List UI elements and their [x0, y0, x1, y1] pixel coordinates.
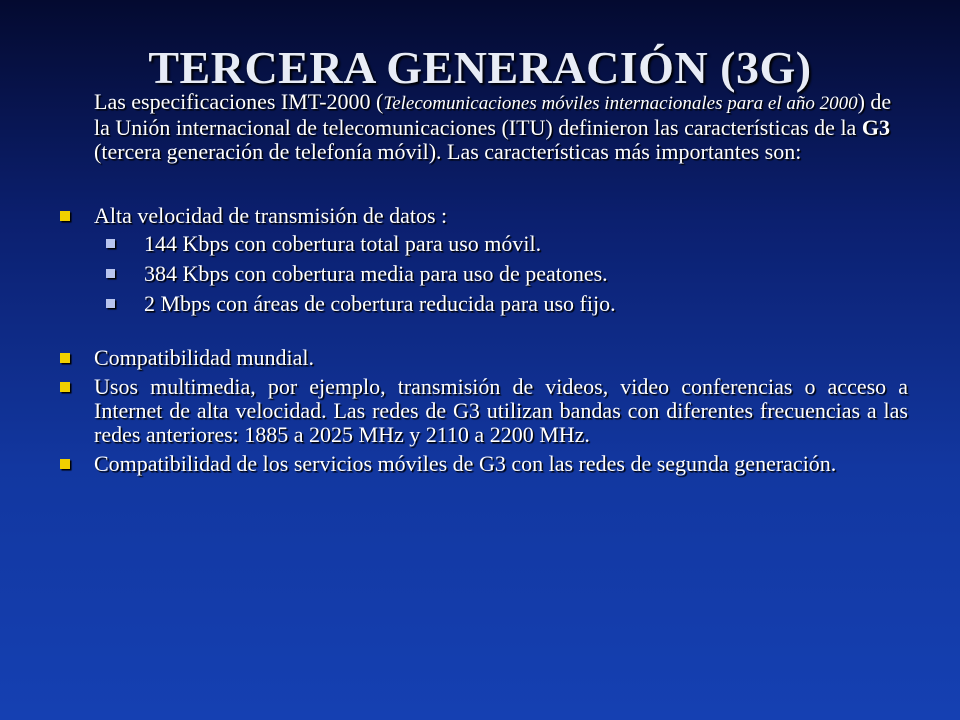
bullet-text: Usos multimedia, por ejemplo, transmisión de videos, video conferencias o acceso a Internet de alta velocidad. Las redes de G3 utilizan bandas con diferentes frecuencias a las redes anteriores: 1885 a 2025 MHz y 2110 a 2200 MHz. [94, 374, 908, 447]
intro-text-1: Las especificaciones IMT-2000 ( [94, 89, 384, 114]
bullet-item-services [58, 452, 908, 476]
bullet-text: Alta velocidad de transmisión de datos : [94, 203, 448, 228]
bullet-item-multimedia [58, 375, 908, 447]
bullet-list [58, 204, 908, 476]
square-bullet-icon [60, 353, 70, 363]
intro-italic-text: Telecomunicaciones móviles internacionales para el año 2000 [383, 93, 858, 114]
sub-bullet-item [102, 232, 908, 256]
bullet-text: Compatibilidad mundial. [94, 345, 314, 370]
sub-bullet-list [94, 232, 908, 316]
square-sub-bullet-icon [106, 269, 115, 278]
sub-bullet-text: 384 Kbps con cobertura media para uso de peatones. [144, 261, 608, 286]
bullet-item-compat [58, 346, 908, 370]
square-sub-bullet-icon [106, 299, 115, 308]
intro-text-2: ) de la Unión internacional de telecomunicaciones (ITU) definieron las características de la [94, 89, 892, 140]
square-sub-bullet-icon [106, 239, 115, 248]
sub-bullet-text: 144 Kbps con cobertura total para uso móvil. [144, 231, 542, 256]
bullet-item-speed [58, 204, 908, 316]
bullet-text: Compatibilidad de los servicios móviles de G3 con las redes de segunda generación. [94, 451, 837, 476]
square-bullet-icon [60, 211, 70, 221]
intro-bold-text: G3 [861, 115, 890, 140]
sub-bullet-text: 2 Mbps con áreas de cobertura reducida para uso fijo. [144, 291, 616, 316]
sub-bullet-item [102, 262, 908, 286]
square-bullet-icon [60, 382, 70, 392]
slide-title: TERCERA GENERACIÓN (3G) [148, 42, 812, 93]
slide-body [58, 90, 908, 476]
sub-bullet-item [102, 292, 908, 316]
intro-text-3: (tercera generación de telefonía móvil). Las características más importantes son: [94, 139, 802, 164]
intro-paragraph [94, 90, 908, 164]
square-bullet-icon [60, 459, 70, 469]
